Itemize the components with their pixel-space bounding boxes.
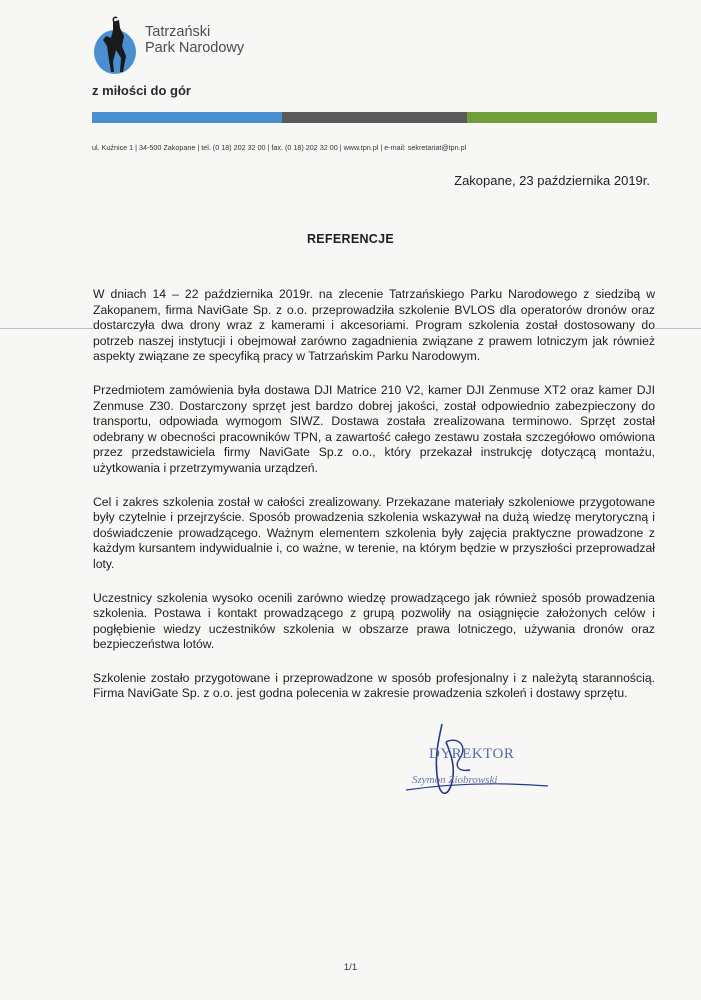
header-stripe-gray	[282, 112, 467, 123]
paragraph: Przedmiotem zamówienia była dostawa DJI Matrice 210 V2, kamer DJI Zenmuse XT2 oraz kamer DJI Zenmuse Z30. Dostarczony sprzęt jest bardzo dobrej jakości, został odpowiednio zabezpieczony do transportu, odpowiada wymogom SIWZ. Dostawa została zrealizowana terminowo. Sprzęt został odebrany w obecności pracowników TPN, a zawartość całego zestawu została szczegółowo omówiona przez przedstawiciela firmy NaviGate Sp.z o.o., który przekazał instrukcję dotyczącą montażu, użytkowania i przetrzymywania urządzeń.	[93, 382, 655, 475]
header-stripe-green	[467, 112, 657, 123]
contact-line: ul. Kuźnice 1 | 34-500 Zakopane | tel. (0 18) 202 32 00 | fax. (0 18) 202 32 00 | www.tpn.pl | e-mail: sekretariat@tpn.pl	[92, 143, 467, 152]
paragraph: Cel i zakres szkolenia został w całości zrealizowany. Przekazane materiały szkoleniowe przygotowane były czytelnie i przejrzyście. Sposób prowadzenia szkolenia wskazywał na dużą wiedzę merytoryczną i doświadczenie prowadzącego. Ważnym elementem szkolenia były zajęcia praktyczne prowadzone z każdym kursantem indywidualnie i, co ważne, w terenie, na którym będzie w przyszłości przeprowadzał loty.	[93, 494, 655, 571]
page-number: 1/1	[343, 962, 358, 973]
chamois-logo-icon	[93, 16, 143, 76]
org-name-line1: Tatrzański	[145, 24, 211, 40]
header-stripe-blue	[92, 112, 282, 123]
motto: z miłości do gór	[92, 83, 191, 98]
signature-stamp	[398, 712, 568, 802]
stamp-title: DYREKTOR	[429, 746, 515, 762]
scan-line-left	[0, 328, 93, 329]
paragraph: Uczestnicy szkolenia wysoko ocenili zarówno wiedzę prowadzącego jak również sposób prowadzenia szkolenia. Postawa i kontakt prowadzącego z grupą pozwoliły na osiągnięcie założonych celów i pogłębienie wiedzy uczestników szkolenia w obszarze prawa lotniczego, używania dronów oraz bezpieczeństwa lotów.	[93, 590, 655, 652]
tpn-logo	[93, 16, 293, 76]
letter-body	[93, 287, 655, 720]
org-name-line2: Park Narodowy	[145, 40, 245, 56]
document-title: REFERENCJE	[306, 232, 395, 246]
paragraph: W dniach 14 – 22 października 2019r. na zlecenie Tatrzańskiego Parku Narodowego z siedzibą w Zakopanem, firma NaviGate Sp. z o.o. przeprowadziła szkolenie BVLOS dla operatorów dronów oraz dostarczyła dwa drony wraz z kamerami i akcesoriami. Program szkolenia został dostosowany do potrzeb naszej instytucji i obejmował zarówno zagadnienia związane z prawem lotniczym jak również aspekty związane ze specyfiką pracy w Tatrzańskim Parku Narodowym.	[93, 287, 655, 364]
scan-line-right	[655, 328, 701, 329]
letter-date: Zakopane, 23 października 2019r.	[454, 173, 650, 188]
stamp-name: Szymon Ziobrowski	[412, 774, 498, 786]
paragraph: Szkolenie zostało przygotowane i przeprowadzone w sposób profesjonalny i z należytą starannością. Firma NaviGate Sp. z o.o. jest godna polecenia w zakresie prowadzenia szkoleń i dostawy sprzętu.	[93, 670, 655, 701]
